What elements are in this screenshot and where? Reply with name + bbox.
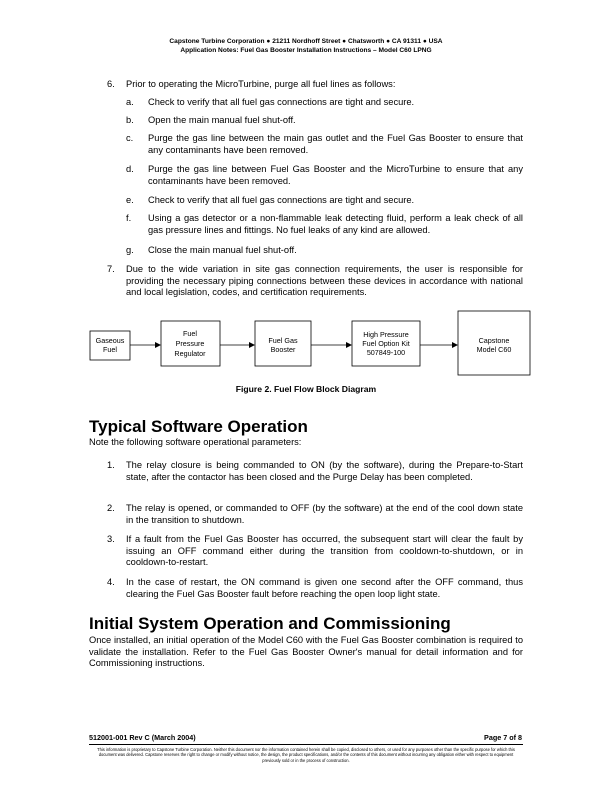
item-text: In the case of restart, the ON command is given one second after the OFF command, thus clearing the Fuel Gas Booster fault before reaching the open loop light state. xyxy=(126,577,523,599)
item-number: 3. xyxy=(107,534,115,544)
sub-item-letter: c. xyxy=(126,133,134,143)
item-text: Prior to operating the MicroTurbine, purge all fuel lines as follows: xyxy=(126,79,396,89)
block-label: High Pressure xyxy=(363,330,409,339)
item-number: 7. xyxy=(107,264,115,274)
commissioning-text: Once installed, an initial operation of the Model C60 with the Fuel Gas Booster combination is required to validate the installation. Refer to the Fuel Gas Booster Owner's manual for detail information and for Commissioning instructions. xyxy=(89,635,523,669)
footer-document-number: 512001-001 Rev C (March 2004) xyxy=(89,733,196,742)
block-label: Model C60 xyxy=(476,345,512,354)
sub-item-letter: g. xyxy=(126,245,134,255)
software-intro: Note the following software operational parameters: xyxy=(89,437,302,447)
sub-item-text: Close the main manual fuel shut-off. xyxy=(148,245,297,255)
header-address: Capstone Turbine Corporation ● 21211 Nordhoff Street ● Chatsworth ● CA 91311 ● USA xyxy=(169,38,443,45)
sub-item-text: Open the main manual fuel shut-off. xyxy=(148,115,296,125)
sub-item-text: Check to verify that all fuel gas connections are tight and secure. xyxy=(148,97,415,107)
sub-item-text: Purge the gas line between Fuel Gas Booster and the MicroTurbine to ensure that any contaminants have been removed. xyxy=(148,164,523,186)
sub-item-text: Check to verify that all fuel gas connections are tight and secure. xyxy=(148,195,415,205)
sub-item-letter: d. xyxy=(126,164,134,174)
footer-disclaimer: This information is proprietary to Capstone Turbine Corporation. Neither this document nor the information contained herein shall be copied, disclosed to others, or used for any purposes other than the specific purpose for which this document was delivered. Capstone reserves the right to change or modify without notice, the design, the product specifications, and/or the contents of this document without incurring any obligation either with respect to equipment previously sold or in the process of construction. xyxy=(97,747,515,763)
block-label: Booster xyxy=(270,345,296,354)
item-text: The relay closure is being commanded to ON (by the software), during the Prepare-to-Start state, after the contactor has been closed and the Purge Delay has been completed. xyxy=(126,460,523,482)
block-label: Regulator xyxy=(174,349,206,358)
item-number: 4. xyxy=(107,577,115,587)
block-label: Pressure xyxy=(175,339,205,348)
sub-item-letter: e. xyxy=(126,195,134,205)
block-label: Fuel Option Kit xyxy=(362,339,410,348)
sub-item-text: Purge the gas line between the main gas outlet and the Fuel Gas Booster to ensure that any contaminants have been removed. xyxy=(148,133,523,155)
footer-divider xyxy=(89,744,523,745)
figure-caption: Figure 2. Fuel Flow Block Diagram xyxy=(235,384,377,394)
block-label: Capstone xyxy=(478,336,510,345)
sub-item-text: Using a gas detector or a non-flammable leak detecting fluid, perform a leak check of all gas pressure lines and fittings. No fuel leaks of any kind are allowed. xyxy=(148,213,523,235)
block-label: Fuel Gas xyxy=(268,336,298,345)
item-text: Due to the wide variation in site gas connection requirements, the user is responsible for providing the necessary piping connections between these devices in accordance with national and local legislation, codes, and certification requirements. xyxy=(126,264,523,298)
item-number: 1. xyxy=(107,460,115,470)
item-text: The relay is opened, or commanded to OFF (by the software) at the end of the cool down state in the transition to shutdown. xyxy=(126,503,523,525)
block-label: Fuel xyxy=(183,329,197,338)
footer-page-number: Page 7 of 8 xyxy=(484,733,522,742)
sub-item-letter: f. xyxy=(126,213,132,223)
sub-item-letter: b. xyxy=(126,115,134,125)
block-label: Gaseous xyxy=(95,336,125,345)
block-label: 507849-100 xyxy=(366,348,406,357)
header-document-title: Application Notes: Fuel Gas Booster Installation Instructions – Model C60 LPNG xyxy=(180,47,432,55)
item-text: If a fault from the Fuel Gas Booster has occurred, the subsequent start will clear the fault by issuing an OFF command either during the transition from cooldown-to-shutdown, or in cooldown-to-restart. xyxy=(126,534,523,568)
item-number: 2. xyxy=(107,503,115,513)
item-number: 6. xyxy=(107,79,115,89)
block-label: Fuel xyxy=(103,345,117,354)
sub-item-letter: a. xyxy=(126,97,134,107)
section-heading-software: Typical Software Operation xyxy=(89,417,308,436)
section-heading-commissioning: Initial System Operation and Commissioning xyxy=(89,614,451,633)
